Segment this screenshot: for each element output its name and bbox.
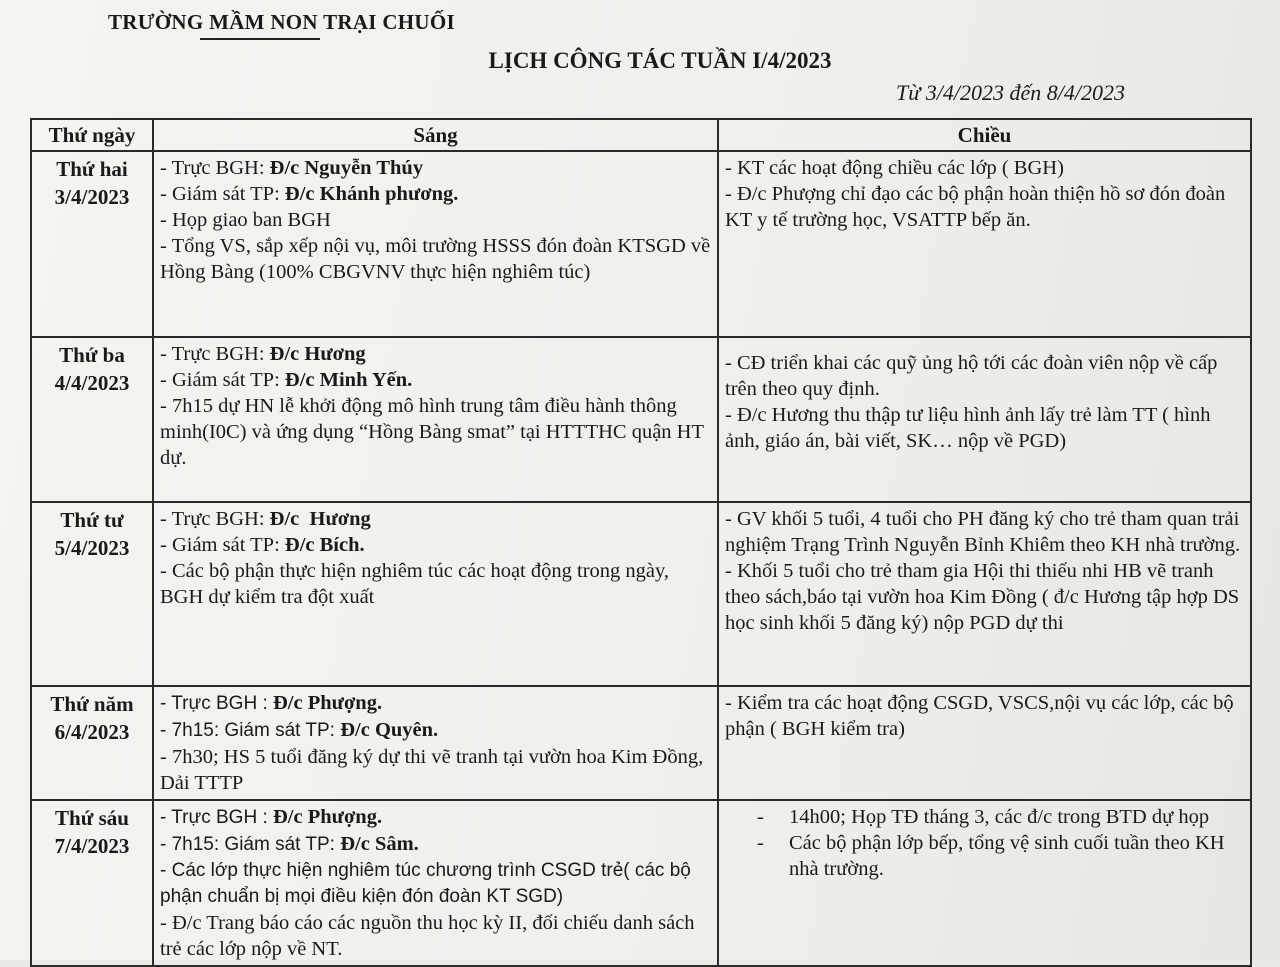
task-line: - Đ/c Hương thu thập tư liệu hình ảnh lấy trẻ làm TT ( hình ảnh, giáo án, bài viết, SK… nộp về PGD) xyxy=(725,404,1211,452)
duty-line xyxy=(160,506,711,532)
task-line: - CĐ triển khai các quỹ ủng hộ tới các đoàn viên nộp về cấp trên theo quy định. xyxy=(725,352,1218,400)
table-row xyxy=(31,686,1251,800)
supervisor-person: Đ/c Bích. xyxy=(284,534,365,556)
day-name: Thứ sáu xyxy=(55,806,129,830)
task-line: - Khối 5 tuổi cho trẻ tham gia Hội thi thiếu nhi HB vẽ tranh theo sách,báo tại vườn hoa Kim Đồng ( đ/c Hương tập hợp DS học sinh khối 5 đăng ký) nộp PGD dự thi xyxy=(725,560,1240,634)
afternoon-cell xyxy=(718,686,1251,800)
day-date: 4/4/2023 xyxy=(54,371,130,395)
supervisor-person: Đ/c Minh Yến. xyxy=(284,369,413,391)
school-name-underline xyxy=(200,38,320,40)
header-morning: Sáng xyxy=(153,119,718,151)
afternoon-cell xyxy=(718,337,1251,502)
task-line: - 7h30; HS 5 tuổi đăng ký dự thi vẽ tranh tại vườn hoa Kim Đồng, Dải TTTP xyxy=(160,746,704,794)
table-row xyxy=(31,502,1251,686)
task-line: - 14h00; Họp TĐ tháng 3, các đ/c trong BTD dự họp xyxy=(749,804,1244,830)
schedule-table xyxy=(30,118,1252,967)
duty-label: - Trực BGH : xyxy=(160,807,273,828)
task-line: - 7h15 dự HN lễ khởi động mô hình trung tâm điều hành thông minh(I0C) và ứng dụng “Hồng Bàng smat” tại HTTTHC quận HT dự. xyxy=(160,395,704,469)
duty-line xyxy=(160,341,711,367)
supervisor-person: Đ/c Quyên. xyxy=(340,719,439,741)
task-line: - Các lớp thực hiện nghiêm túc chương trình CSGD trẻ( các bộ phận chuẩn bị mọi điều kiện đón đoàn KT SGD) xyxy=(160,860,691,907)
morning-cell xyxy=(153,686,718,800)
day-cell xyxy=(31,151,153,337)
table-header-row xyxy=(31,119,1251,151)
day-name: Thứ tư xyxy=(60,508,124,532)
day-date: 3/4/2023 xyxy=(54,185,130,209)
day-date: 6/4/2023 xyxy=(54,720,130,744)
table-row xyxy=(31,800,1251,966)
duty-line xyxy=(160,690,711,717)
header-day: Thứ ngày xyxy=(31,119,153,151)
task-line: - Đ/c Phượng chỉ đạo các bộ phận hoàn thiện hồ sơ đón đoàn KT y tế trường học, VSATTP bếp ăn. xyxy=(725,183,1226,231)
morning-cell xyxy=(153,151,718,337)
school-name: TRƯỜNG MẦM NON TRẠI CHUỐI xyxy=(108,10,455,34)
task-line: - Tổng VS, sắp xếp nội vụ, môi trường HSSS đón đoàn KTSGD về Hồng Bàng (100% CBGVNV thực hiện nghiêm túc) xyxy=(160,235,711,283)
table-row xyxy=(31,337,1251,502)
day-cell xyxy=(31,337,153,502)
task-line: - Các bộ phận thực hiện nghiêm túc các hoạt động trong ngày, BGH dự kiểm tra đột xuất xyxy=(160,560,670,608)
duty-person: Đ/c Nguyễn Thúy xyxy=(269,157,424,179)
supervisor-line xyxy=(160,831,711,858)
supervisor-line xyxy=(160,717,711,744)
supervisor-person: Đ/c Sâm. xyxy=(340,833,419,855)
supervisor-person: Đ/c Khánh phương. xyxy=(284,183,459,205)
supervisor-label: - Giám sát TP: xyxy=(160,183,285,205)
supervisor-line xyxy=(160,181,711,207)
duty-line xyxy=(160,155,711,181)
header-afternoon: Chiều xyxy=(718,119,1251,151)
supervisor-line xyxy=(160,367,711,393)
date-range: Từ 3/4/2023 đến 8/4/2023 xyxy=(896,80,1125,105)
duty-label: - Trực BGH: xyxy=(160,343,270,365)
morning-cell xyxy=(153,800,718,966)
duty-label: - Trực BGH: xyxy=(160,508,270,530)
duty-person: Đ/c Phượng. xyxy=(273,806,383,828)
supervisor-label: - 7h15: Giám sát TP: xyxy=(160,720,341,741)
duty-line xyxy=(160,804,711,831)
day-name: Thứ năm xyxy=(50,692,134,716)
afternoon-cell xyxy=(718,151,1251,337)
supervisor-line xyxy=(160,532,711,558)
afternoon-cell xyxy=(718,800,1251,966)
task-line: - Các bộ phận lớp bếp, tổng vệ sinh cuối tuần theo KH nhà trường. xyxy=(749,830,1244,882)
supervisor-label: - 7h15: Giám sát TP: xyxy=(160,834,341,855)
afternoon-cell xyxy=(718,502,1251,686)
duty-person: Đ/c Hương xyxy=(269,343,366,365)
day-name: Thứ hai xyxy=(56,157,128,181)
task-line: - GV khối 5 tuổi, 4 tuổi cho PH đăng ký cho trẻ tham quan trải nghiệm Trạng Trình Nguyễn Bỉnh Khiêm theo KH nhà trường. xyxy=(725,508,1241,556)
day-date: 7/4/2023 xyxy=(54,834,130,858)
supervisor-label: - Giám sát TP: xyxy=(160,534,285,556)
task-line: - Đ/c Trang báo cáo các nguồn thu học kỳ II, đối chiếu danh sách trẻ các lớp nộp về NT. xyxy=(160,912,695,960)
duty-person: Đ/c Phượng. xyxy=(273,692,383,714)
morning-cell xyxy=(153,337,718,502)
duty-person: Đ/c Hương xyxy=(269,508,371,530)
day-date: 5/4/2023 xyxy=(54,536,130,560)
day-name: Thứ ba xyxy=(59,343,125,367)
task-line: - Kiểm tra các hoạt động CSGD, VSCS,nội vụ các lớp, các bộ phận ( BGH kiểm tra) xyxy=(725,692,1234,740)
morning-cell xyxy=(153,502,718,686)
table-row xyxy=(31,151,1251,337)
document-title: LỊCH CÔNG TÁC TUẦN I/4/2023 xyxy=(488,48,832,73)
task-line: - KT các hoạt động chiều các lớp ( BGH) xyxy=(725,157,1064,179)
supervisor-label: - Giám sát TP: xyxy=(160,369,285,391)
duty-label: - Trực BGH : xyxy=(160,693,273,714)
day-cell xyxy=(31,686,153,800)
day-cell xyxy=(31,502,153,686)
day-cell xyxy=(31,800,153,966)
duty-label: - Trực BGH: xyxy=(160,157,270,179)
task-line: - Họp giao ban BGH xyxy=(160,209,331,231)
